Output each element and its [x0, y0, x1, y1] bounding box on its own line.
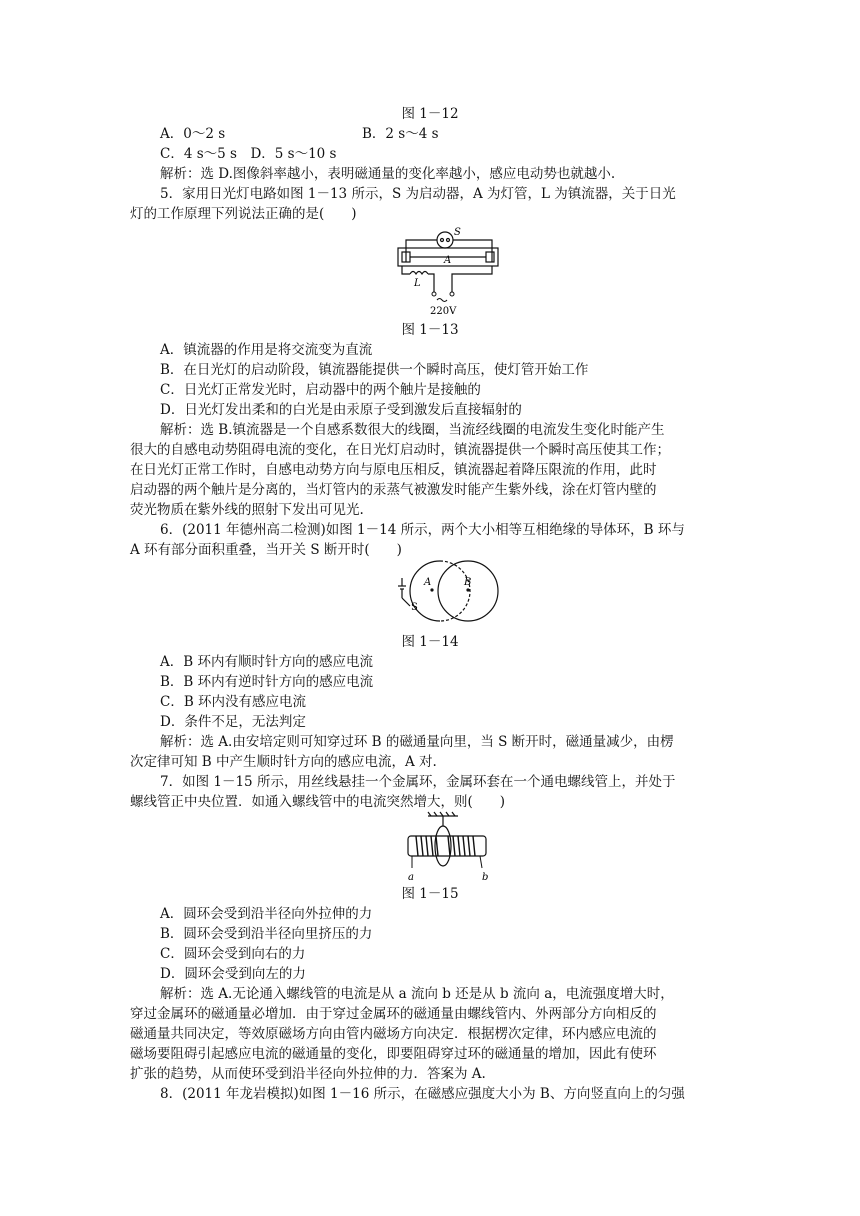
figure-label-b: B	[464, 577, 472, 588]
analysis-text: 次定律可知 B 中产生顺时针方向的感应电流，A 对.	[130, 754, 437, 770]
option-a: A．圆环会受到沿半径向外拉伸的力	[160, 906, 373, 922]
question-6-stem: A 环有部分面积重叠，当开关 S 断开时( )	[130, 542, 402, 558]
question-5-stem: 5．家用日光灯电路如图 1－13 所示，S 为启动器，A 为灯管，L 为镇流器，关于日光	[160, 186, 676, 202]
analysis-text: 很大的自感电动势阻碍电流的变化，在日光灯启动时，镇流器提供一个瞬时高压使其工作；	[130, 442, 670, 458]
analysis-text: 穿过金属环的磁通量必增加．由于穿过金属环的磁通量由螺线管内、外两部分方向相反的	[130, 1006, 657, 1022]
option-b: B．2 s～4 s	[362, 126, 439, 142]
analysis-text: 解析：选 D.图像斜率越小，表明磁通量的变化率越小，感应电动势也就越小.	[160, 166, 616, 182]
question-6-stem: 6．(2011 年德州高二检测)如图 1－14 所示，两个大小相等互相绝缘的导体环，B 环与	[160, 522, 685, 538]
analysis-text: 在日光灯正常工作时，自感电动势方向与原电压相反，镇流器起着降压限流的作用，此时	[130, 462, 657, 478]
option-b: B．B 环内有逆时针方向的感应电流	[160, 674, 374, 690]
analysis-text: 解析：选 B.镇流器是一个自感系数很大的线圈，当流经线圈的电流发生变化时能产生	[160, 422, 665, 438]
figure-label-l: L	[414, 278, 421, 289]
analysis-text: 磁场要阻碍引起感应电流的磁通量的变化，即要阻碍穿过环的磁通量的增加，因此有使环	[130, 1046, 657, 1062]
question-5-stem: 灯的工作原理下列说法正确的是( )	[130, 206, 357, 222]
analysis-text: 解析：选 A.由安培定则可知穿过环 B 的磁通量向里，当 S 断开时，磁通量减少，由楞	[160, 734, 674, 750]
analysis-text: 荧光物质在紫外线的照射下发出可见光.	[130, 502, 364, 518]
analysis-text: 磁通量共同决定，等效原磁场方向由管内磁场方向决定．根据楞次定律，环内感应电流的	[130, 1026, 657, 1042]
option-a: A．B 环内有顺时针方向的感应电流	[160, 654, 373, 670]
figure-label-voltage: 220V	[430, 306, 457, 317]
figure-label-a: A	[444, 255, 452, 266]
option-b: B．在日光灯的启动阶段，镇流器能提供一个瞬时高压，使灯管开始工作	[160, 362, 589, 378]
overlapping-rings-figure	[380, 558, 520, 626]
option-d: D．圆环会受到向左的力	[160, 966, 306, 982]
option-a: A．0～2 s	[160, 126, 226, 142]
analysis-text: 扩张的趋势，从而使环受到沿半径向外拉伸的力．答案为 A.	[130, 1066, 486, 1082]
figure-label-a: a	[408, 872, 414, 883]
figure-1-15-caption: 图 1－15	[401, 886, 459, 902]
analysis-text: 启动器的两个触片是分离的，当灯管内的汞蒸气被激发时能产生紫外线，涂在灯管内壁的	[130, 482, 657, 498]
fluorescent-lamp-circuit-figure	[388, 226, 508, 320]
option-d: D．日光灯发出柔和的白光是由汞原子受到激发后直接辐射的	[160, 402, 522, 418]
option-a: A．镇流器的作用是将交流变为直流	[160, 342, 373, 358]
question-7-stem: 7．如图 1－15 所示，用丝线悬挂一个金属环，金属环套在一个通电螺线管上，并处于	[160, 774, 676, 790]
option-c: C．日光灯正常发光时，启动器中的两个触片是接触的	[160, 382, 481, 398]
figure-label-b: b	[482, 872, 489, 883]
option-c: C．圆环会受到向右的力	[160, 946, 306, 962]
figure-label-s: S	[454, 227, 461, 238]
solenoid-ring-figure	[398, 810, 498, 884]
question-8-stem: 8．(2011 年龙岩模拟)如图 1－16 所示，在磁感应强度大小为 B、方向竖直向上的匀强	[160, 1086, 685, 1102]
analysis-text: 解析：选 A.无论通入螺线管的电流是从 a 流向 b 还是从 b 流向 a，电流强度增大时，	[160, 986, 674, 1002]
figure-1-12-caption: 图 1－12	[401, 106, 459, 122]
question-7-stem: 螺线管正中央位置．如通入螺线管中的电流突然增大，则( )	[130, 794, 506, 810]
figure-1-14-caption: 图 1－14	[401, 634, 459, 650]
figure-label-switch: S	[411, 602, 418, 613]
option-cd: C．4 s～5 s D．5 s～10 s	[160, 146, 337, 162]
figure-label-a: A	[424, 577, 432, 588]
figure-1-13-caption: 图 1－13	[401, 322, 459, 338]
option-c: C．B 环内没有感应电流	[160, 694, 307, 710]
option-b: B．圆环会受到沿半径向里挤压的力	[160, 926, 373, 942]
option-d: D．条件不足，无法判定	[160, 714, 306, 730]
